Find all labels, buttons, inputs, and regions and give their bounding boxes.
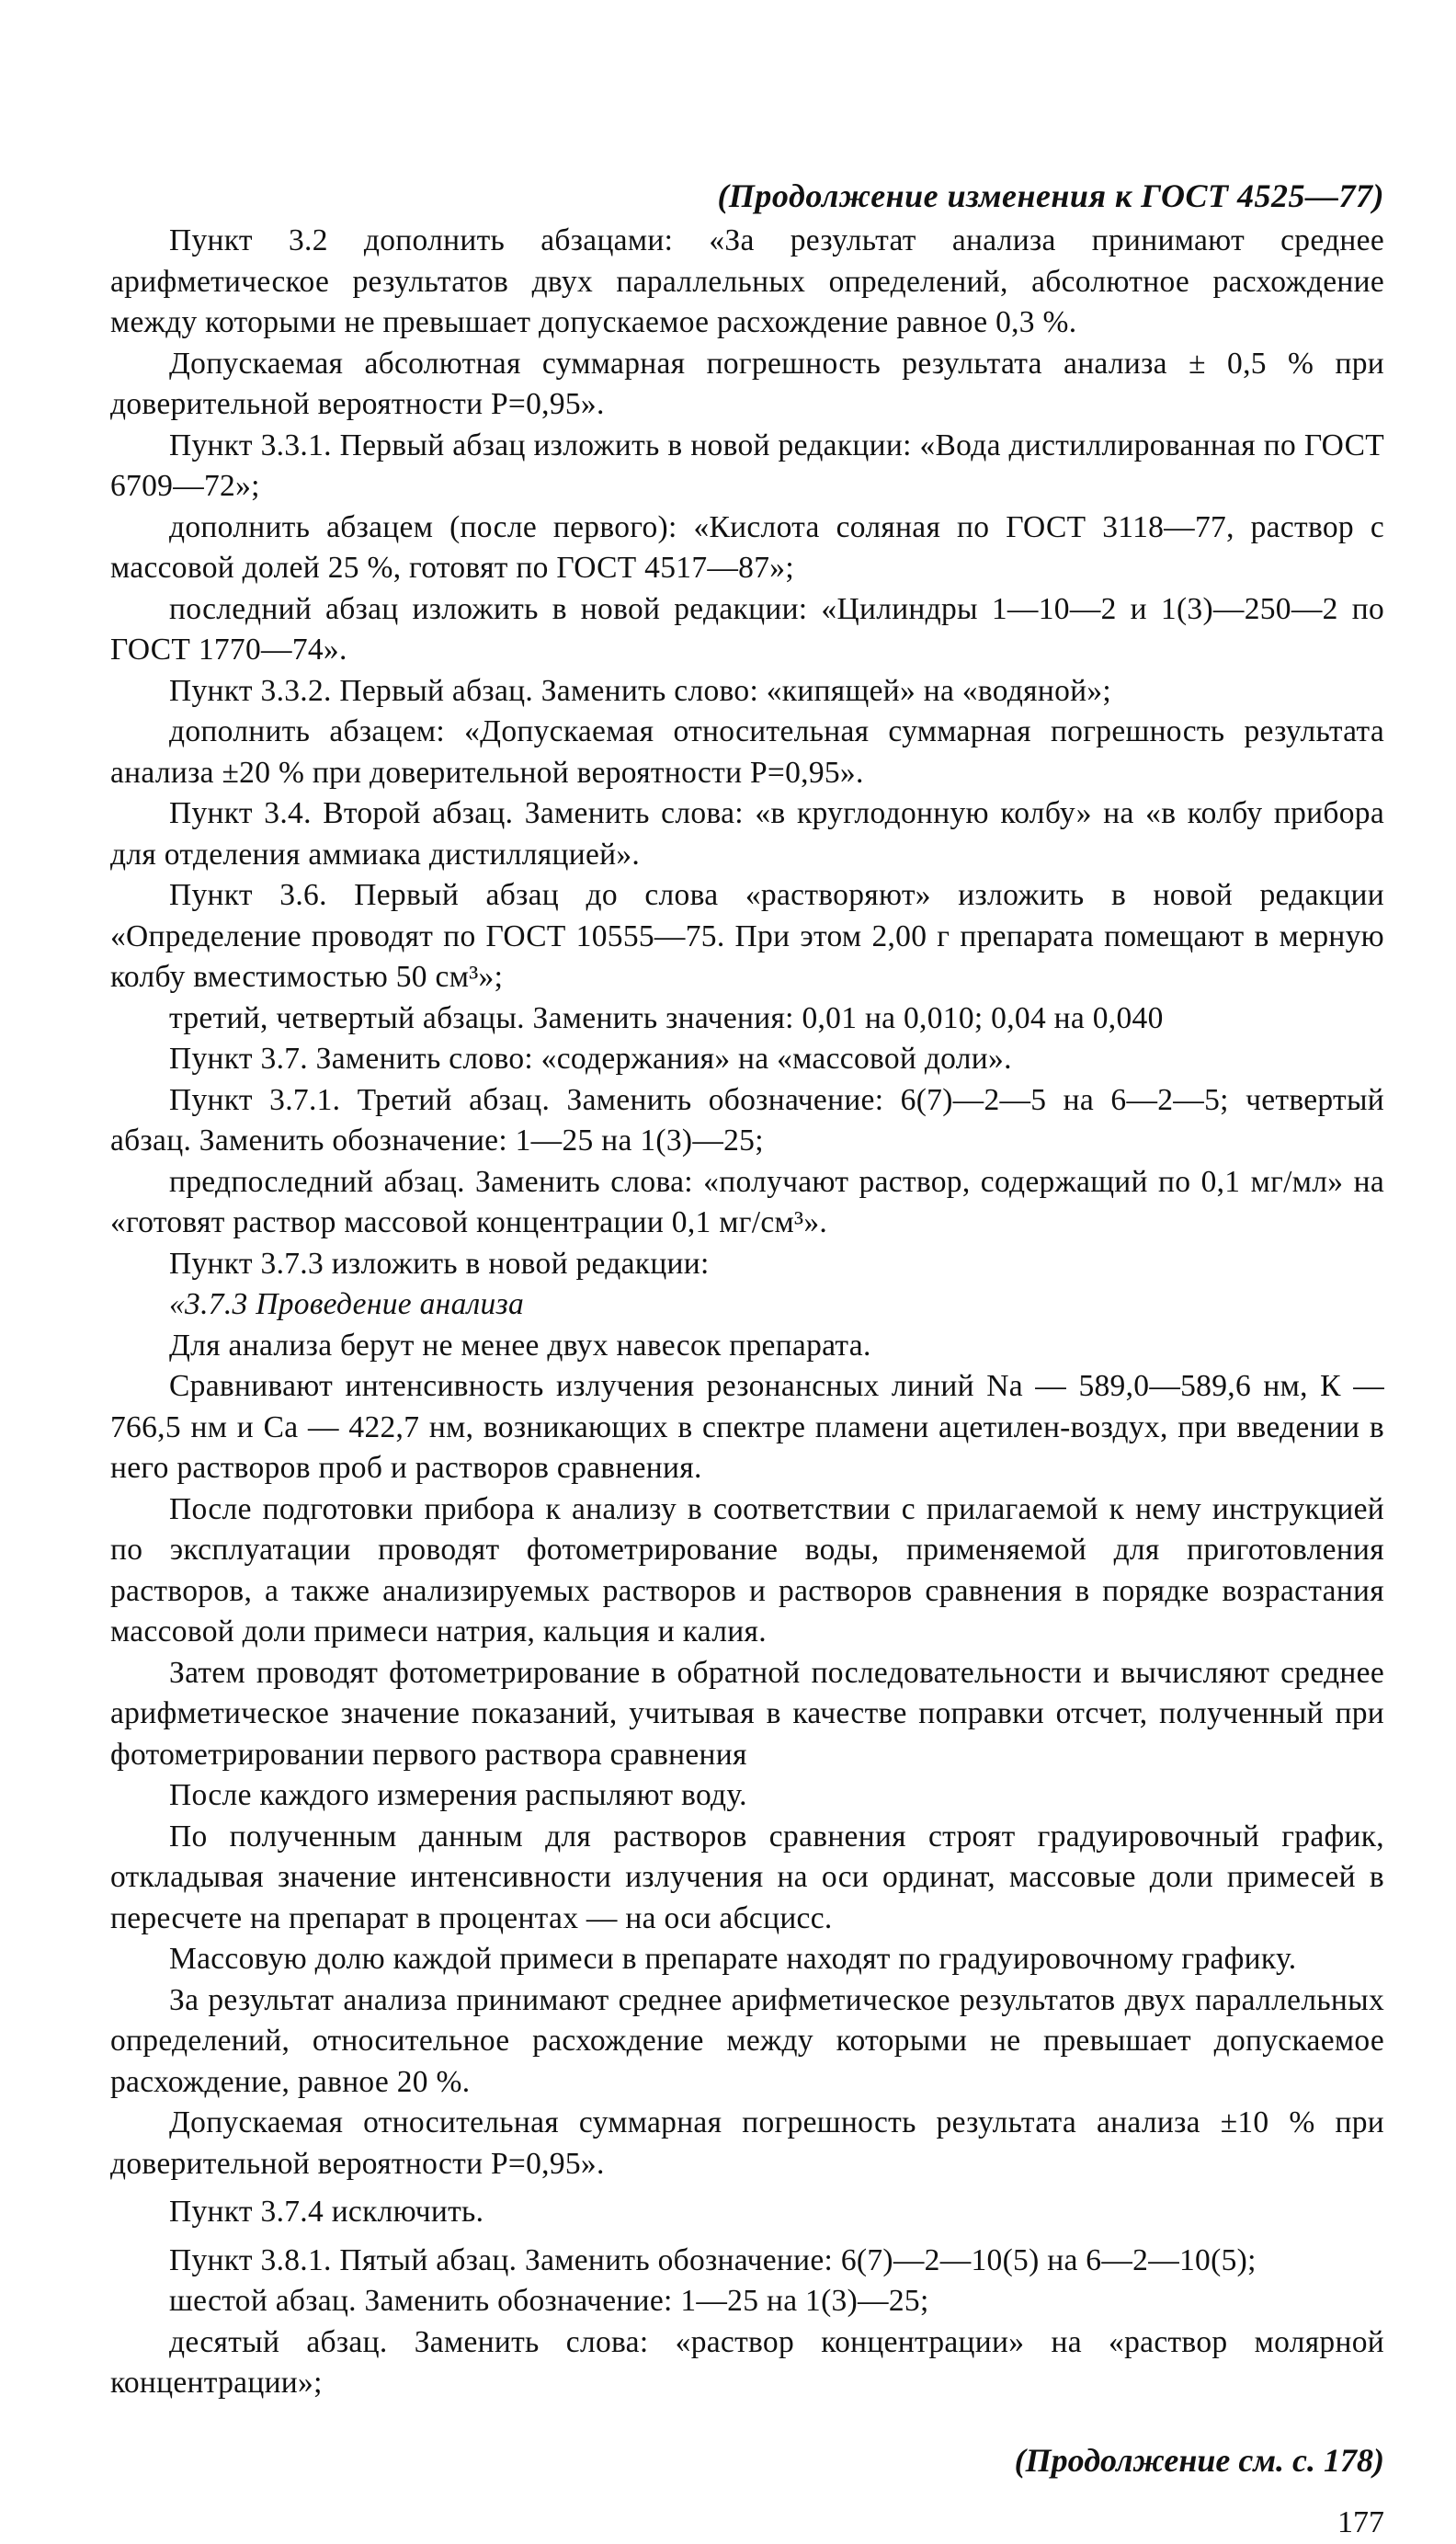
paragraph: Пункт 3.7.1. Третий абзац. Заменить обозначение: 6(7)—2—5 на 6—2—5; четвертый абзац. Заменить обозначение: 1—25 на 1(3)—25; xyxy=(110,1082,1384,1158)
paragraph: Пункт 3.7. Заменить слово: «содержания» на «массовой доли». xyxy=(169,1042,1012,1076)
paragraph: Пункт 3.4. Второй абзац. Заменить слова: «в круглодонную колбу» на «в колбу прибора для отделения аммиака дистилляцией». xyxy=(110,796,1384,872)
section-heading xyxy=(110,1284,1384,1326)
paragraph: Пункт 3.7.3 изложить в новой редакции: xyxy=(169,1246,710,1281)
paragraph: Массовую долю каждой примеси в препарате находят по градуировочному графику. xyxy=(169,1942,1297,1976)
paragraph: За результат анализа принимают среднее арифметическое результатов двух параллельных определений, относительное расхождение между которыми не превышает допускаемое расхождение, равное 20 %. xyxy=(110,1982,1384,2099)
paragraph: Допускаемая относительная суммарная погрешность результата анализа ±10 % при доверительной вероятности P=0,95». xyxy=(110,2105,1384,2181)
paragraph: По полученным данным для растворов сравнения строят градуировочный график, откладывая значение интенсивности излучения на оси ординат, массовые доли примесей в пересчете на препарат в процентах — на оси абсцисс. xyxy=(110,1819,1384,1935)
paragraph: Для анализа берут не менее двух навесок препарата. xyxy=(169,1328,871,1363)
continuation-header: (Продолжение изменения к ГОСТ 4525—77) xyxy=(717,177,1384,214)
paragraph: шестой абзац. Заменить обозначение: 1—25 на 1(3)—25; xyxy=(169,2284,929,2318)
paragraph: После каждого измерения распыляют воду. xyxy=(169,1778,747,1812)
paragraph: Пункт 3.6. Первый абзац до слова «растворяют» изложить в новой редакции «Определение проводят по ГОСТ 10555—75. При этом 2,00 г препарата помещают в мерную колбу вместимостью 50 см³»; xyxy=(110,878,1384,994)
paragraph: Пункт 3.7.4 исключить. xyxy=(169,2195,484,2229)
paragraph: После подготовки прибора к анализу в соответствии с прилагаемой к нему инструкцией по эксплуатации проводят фотометрирование воды, применяемой для приготовления растворов, а также анализируемых растворов и растворов сравнения в порядке возрастания массовой доли примеси натрия, кальция и калия. xyxy=(110,1491,1384,1648)
paragraph: Затем проводят фотометрирование в обратной последовательности и вычисляют среднее арифметическое значение показаний, учитывая в качестве поправки отсчет, полученный при фотометрировании первого раствора сравнения xyxy=(110,1655,1384,1772)
paragraph: дополнить абзацем: «Допускаемая относительная суммарная погрешность результата анализа ±20 % при доверительной вероятности P=0,95». xyxy=(110,714,1384,790)
paragraph: десятый абзац. Заменить слова: «раствор концентрации» на «раствор молярной концентрации»; xyxy=(110,2324,1384,2400)
continuation-footer: (Продолжение см. с. 178) xyxy=(1014,2441,1384,2479)
paragraph: третий, четвертый абзацы. Заменить значения: 0,01 на 0,010; 0,04 на 0,040 xyxy=(169,1000,1164,1035)
section-heading-text: «3.7.3 Проведение анализа xyxy=(169,1287,525,1321)
paragraph: дополнить абзацем (после первого): «Кислота соляная по ГОСТ 3118—77, раствор с массовой долей 25 %, готовят по ГОСТ 4517—87»; xyxy=(110,509,1384,585)
page-number: 177 xyxy=(1337,2504,1384,2539)
page-content xyxy=(110,175,1384,2544)
paragraph: предпоследний абзац. Заменить слова: «получают раствор, содержащий по 0,1 мг/мл» на «готовят раствор массовой концентрации 0,1 мг/см³». xyxy=(110,1164,1384,1239)
paragraph: Пункт 3.3.1. Первый абзац изложить в новой редакции: «Вода дистиллированная по ГОСТ 6709—72»; xyxy=(110,428,1384,503)
paragraph: Пункт 3.3.2. Первый абзац. Заменить слово: «кипящей» на «водяной»; xyxy=(169,673,1112,708)
paragraph: Пункт 3.8.1. Пятый абзац. Заменить обозначение: 6(7)—2—10(5) на 6—2—10(5); xyxy=(169,2242,1257,2277)
paragraph: Пункт 3.2 дополнить абзацами: «За результат анализа принимают среднее арифметическое результатов двух параллельных определений, абсолютное расхождение между которыми не превышает допускаемое расхождение равное 0,3 %. xyxy=(110,223,1384,339)
paragraph: последний абзац изложить в новой редакции: «Цилиндры 1—10—2 и 1(3)—250—2 по ГОСТ 1770—74». xyxy=(110,591,1384,667)
paragraph: Сравнивают интенсивность излучения резонансных линий Na — 589,0—589,6 нм, К — 766,5 нм и Са — 422,7 нм, возникающих в спектре пламени ацетилен-воздух, при введении в него растворов проб и растворов сравнения. xyxy=(110,1369,1384,1485)
paragraph: Допускаемая абсолютная суммарная погрешность результата анализа ± 0,5 % при доверительной вероятности P=0,95». xyxy=(110,346,1384,421)
